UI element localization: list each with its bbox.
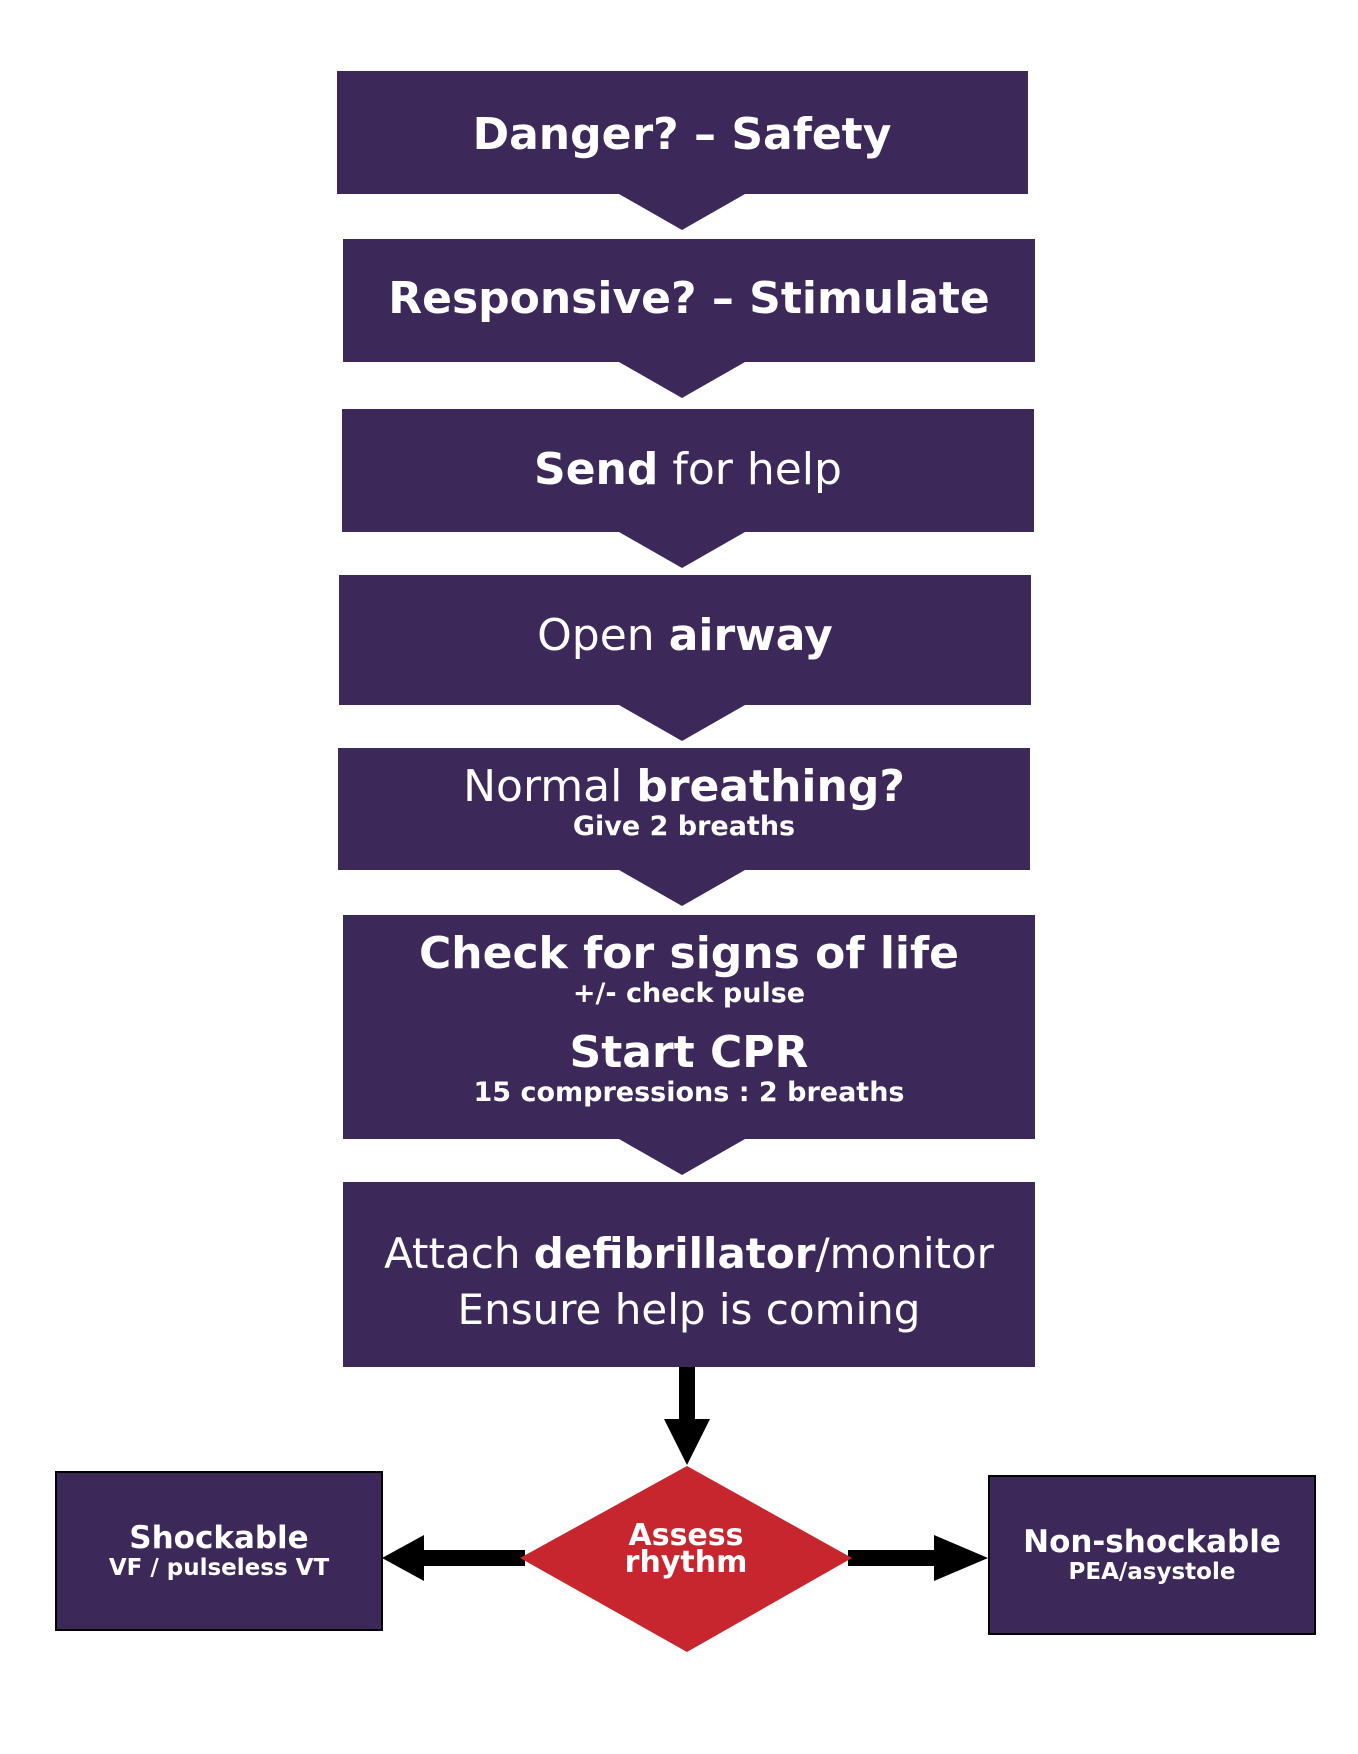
step-help-coming-label: Ensure help is coming [457, 1285, 921, 1334]
step-responsive-stimulate [343, 239, 1035, 398]
step-normal-breathing [338, 748, 1030, 906]
step-breathing-label: Normal breathing? [463, 761, 905, 812]
step-danger-label: Danger? – Safety [472, 109, 892, 160]
step-open-airway [339, 575, 1031, 741]
outcome-shockable-sub: VF / pulseless VT [108, 1555, 330, 1581]
arrow-right [848, 1535, 988, 1581]
arrow-left [382, 1535, 525, 1581]
step-danger-safety [337, 71, 1028, 230]
step-send-for-help [342, 409, 1034, 568]
step-signs-of-life-label: Check for signs of life [419, 928, 959, 979]
decision-label-line2: rhythm [624, 1545, 748, 1580]
step-start-cpr-label: Start CPR [569, 1027, 809, 1078]
step-send-help-label: Send for help [534, 444, 842, 495]
step-attach-defibrillator [343, 1182, 1035, 1367]
outcome-shockable [56, 1472, 382, 1630]
outcome-non-shockable-title: Non-shockable [1023, 1524, 1281, 1560]
arrow-down [664, 1367, 710, 1465]
decision-assess-rhythm [520, 1466, 852, 1652]
step-responsive-label: Responsive? – Stimulate [388, 273, 990, 324]
outcome-shockable-title: Shockable [129, 1520, 309, 1556]
step-signs-of-life-cpr [343, 915, 1035, 1175]
outcome-non-shockable [989, 1476, 1315, 1634]
step-open-airway-label: Open airway [537, 610, 833, 661]
decision-label-line1: Assess [628, 1518, 744, 1553]
step-defibrillator-label: Attach defibrillator/monitor [384, 1229, 994, 1278]
step-breathing-sub: Give 2 breaths [572, 811, 796, 842]
step-check-pulse-sub: +/- check pulse [572, 978, 806, 1009]
outcome-non-shockable-sub: PEA/asystole [1068, 1559, 1236, 1585]
step-compressions-sub: 15 compressions : 2 breaths [473, 1077, 905, 1108]
